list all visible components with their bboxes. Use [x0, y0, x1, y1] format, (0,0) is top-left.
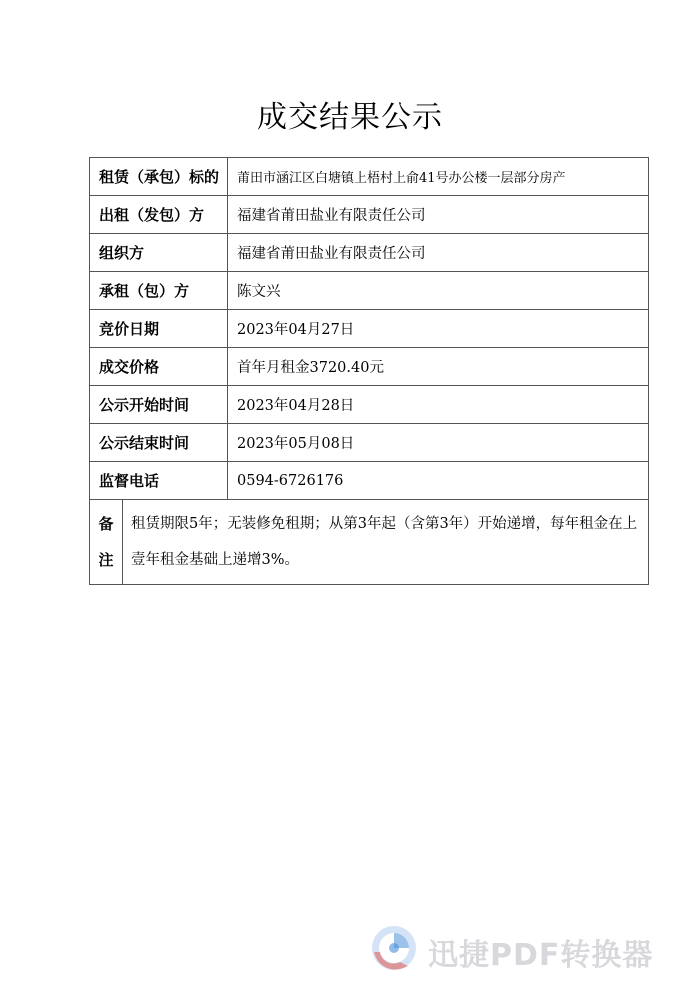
- table-row: [90, 348, 649, 386]
- row-label-publicity-start: 公示开始时间: [90, 386, 228, 424]
- row-value-lessee: 陈文兴: [228, 272, 649, 310]
- row-label-lessee: 承租（包）方: [90, 272, 228, 310]
- notes-label-char: 注: [98, 551, 114, 569]
- row-label-organizer: 组织方: [90, 234, 228, 272]
- pdf-converter-logo-icon: [364, 922, 420, 978]
- watermark: [364, 918, 694, 984]
- document-title: 成交结果公示: [257, 100, 443, 135]
- table-row: [90, 234, 649, 272]
- row-label-lessor: 出租（发包）方: [90, 196, 228, 234]
- row-value-subject: 莆田市涵江区白塘镇上梧村上俞41号办公楼一层部分房产: [228, 158, 649, 196]
- row-value-lessor: 福建省莆田盐业有限责任公司: [228, 196, 649, 234]
- row-value-bid-date: 2023年04月27日: [228, 310, 649, 348]
- table-row: [90, 386, 649, 424]
- notes-label: [90, 500, 123, 584]
- table-row: [90, 310, 649, 348]
- info-table: [89, 157, 649, 585]
- row-label-phone: 监督电话: [90, 462, 228, 500]
- table-row: [90, 272, 649, 310]
- notes-row: [90, 500, 649, 585]
- row-value-organizer: 福建省莆田盐业有限责任公司: [228, 234, 649, 272]
- table-row: [90, 462, 649, 500]
- table-row: [90, 424, 649, 462]
- watermark-text: 迅捷PDF转换器: [428, 938, 654, 973]
- notes-label-char: 备: [98, 515, 114, 533]
- row-value-publicity-end: 2023年05月08日: [228, 424, 649, 462]
- table-row: [90, 158, 649, 196]
- row-label-bid-date: 竞价日期: [90, 310, 228, 348]
- table-row: [90, 196, 649, 234]
- row-label-price: 成交价格: [90, 348, 228, 386]
- row-label-subject: 租赁（承包）标的: [90, 158, 228, 196]
- row-value-phone: 0594-6726176: [228, 462, 649, 500]
- row-label-publicity-end: 公示结束时间: [90, 424, 228, 462]
- notes-text: 租赁期限5年；无装修免租期；从第3年起（含第3年）开始递增，每年租金在上壹年租金基础上递增3%。: [131, 516, 638, 568]
- row-value-price: 首年月租金3720.40元: [228, 348, 649, 386]
- row-value-publicity-start: 2023年04月28日: [228, 386, 649, 424]
